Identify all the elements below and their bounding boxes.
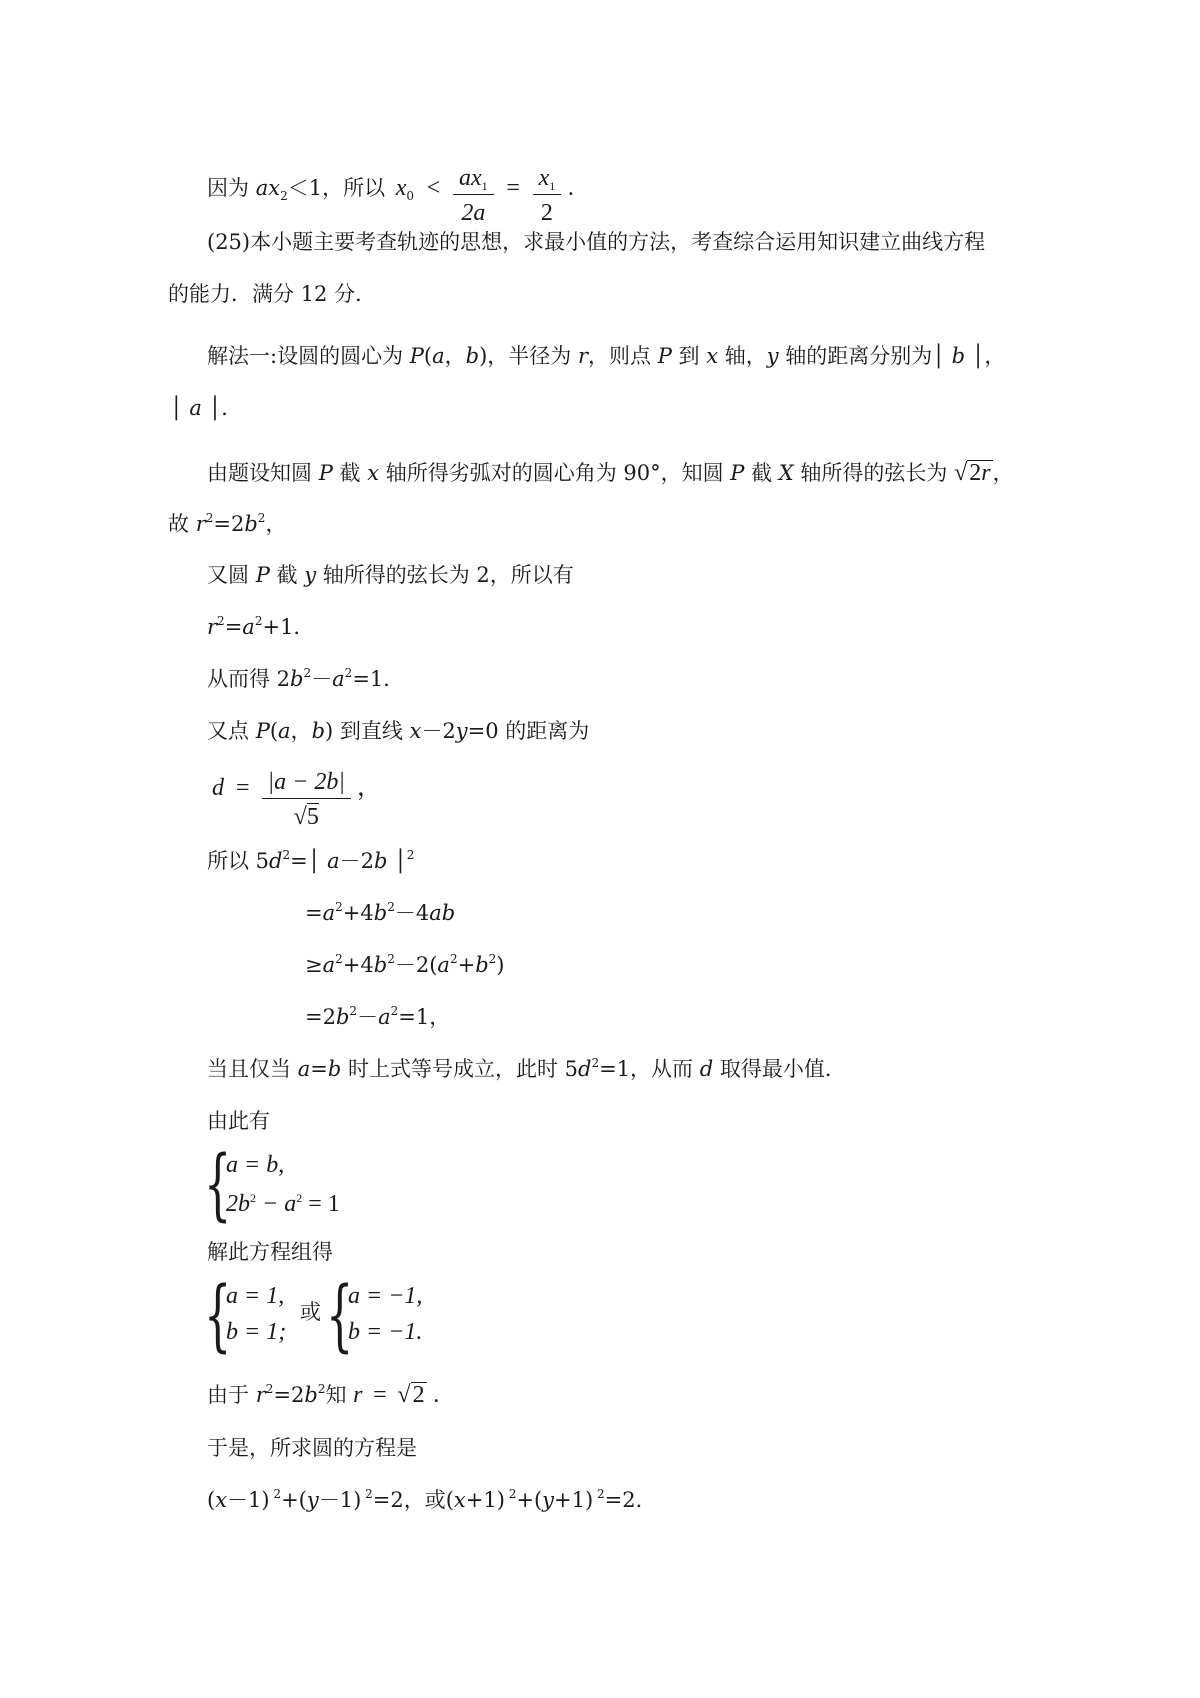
text: 由于 [207,1383,256,1407]
text: +1． [262,615,315,639]
text: + [457,953,476,977]
t10: $\ge a^2+4b^2-2(a^2+b^2)$ [305,952,505,977]
text: －2 [421,719,456,743]
sys2-row3: a = −1, [348,1283,423,1309]
r: r [353,1382,363,1408]
sys2-or: 或 [300,1300,321,1324]
text: 轴所得的弦长为 2，所以有 [316,563,574,587]
text: 到直线 [333,719,410,743]
text: 截 [269,563,305,587]
text: = [310,1057,328,1081]
t7-formula [212,766,381,830]
text: － [311,667,333,691]
lt: < [426,175,441,201]
sys1-row2: $2b^2 - a^2 = 1$ [226,1191,340,1217]
text: －4 [394,901,430,925]
den: 2a [453,194,494,225]
text: 知 [325,1383,347,1407]
text: +4 [342,953,374,977]
text: 轴， [718,344,767,368]
text: =1，从而 [599,1057,700,1081]
eq: = [506,175,520,201]
p25-line-b: 的能力．满分 12 分． [168,282,377,306]
t9: $=a^2+4b^2-4ab$ [305,900,456,925]
text: 因为 [207,176,249,200]
var: ax [255,176,281,200]
text: =1， [398,1005,451,1029]
text: －2 [339,849,374,873]
text: 解法一:设圆的圆心为 [207,344,410,368]
text: 从而得 2 [207,667,291,691]
text: = [305,901,323,925]
text: 又圆 [207,563,256,587]
text: ≥ [305,953,323,977]
text: ＜1，所以 [287,176,386,200]
sol1-line-a: 解法一:设圆的圆心为 P(a，b)，半径为 r，则点 P 到 x 轴，y 轴的距离分别为│ b │， [207,344,1006,368]
end: . [433,1382,440,1408]
text: 当且仅当 [207,1057,298,1081]
brace-2: { [204,1271,232,1361]
text: =1． [352,667,405,691]
sub: 0 [406,189,415,203]
brace-3: { [326,1271,354,1361]
den: 2 [533,194,562,225]
text: 所以 5 [207,849,270,873]
line-1 [207,160,574,226]
sys2-row2: b = 1; [226,1319,287,1345]
text: 取得最小值． [713,1057,846,1081]
text: =│ [290,849,321,873]
text: ， [992,461,1014,485]
end: ， [356,775,381,802]
brace-1: { [204,1140,232,1230]
t15: 由于 $r^2=2b^2$知 r = √2 . [207,1382,440,1408]
text: │ [170,396,183,420]
text: +4 [342,901,374,925]
t6: 又点 P(a，b) 到直线 x－2y=0 的距离为 [207,719,590,743]
sys2-row1: a = 1, [226,1283,285,1309]
text: 截 [332,461,368,485]
text: = [224,615,243,639]
text: =2 [273,1383,305,1407]
text: │， [971,344,1006,368]
num: $ax_1$ [458,165,488,193]
t4: $r^2=a^2+1$． [207,614,315,639]
text: 时上式等号成立，此时 5 [341,1057,578,1081]
fraction [453,166,494,225]
t5: 从而得 $2b^2-a^2=1$． [207,666,405,691]
text: 故 [168,512,196,536]
text: ，则点 [588,344,658,368]
text: ， [265,512,287,536]
t17: (x－1) $^2$+(y－1) $^2$=2，或(x+1) $^2$+(y+1) $^2$=2． [207,1487,657,1512]
num: $x_1$ [538,165,556,193]
eq: = [236,775,250,802]
den: √5 [262,798,351,829]
eq: = [373,1382,387,1408]
t3: 又圆 P 截 y 轴所得的弦长为 2，所以有 [207,563,574,587]
sys1-row1: a = b, [226,1152,285,1178]
text: 轴所得的弦长为 [793,461,948,485]
t13: 由此有 [207,1109,270,1133]
t1: 由题设知圆 P 截 x 轴所得劣弧对的圆心角为 90°，知圆 P 截 X 轴所得的弦长为 √2r， [207,460,1014,486]
text: 又点 [207,719,256,743]
text: 轴所得劣弧对的圆心角为 90°，知圆 [379,461,731,485]
sol1-line-b: │ a │． [170,396,243,420]
sys2-row4: b = −1. [348,1319,423,1345]
x0: x [395,175,407,201]
end: . [567,175,574,201]
t2: 故 $r^2=2b^2$， [168,511,287,536]
sub: 2 [280,189,288,203]
text: ) [496,953,505,977]
text: 到 [671,344,707,368]
text: =2 [213,512,245,536]
num: |a − 2b| [267,769,345,795]
text: －2( [394,953,438,977]
p25-line-a: (25)本小题主要考查轨迹的思想，求最小值的方法，考查综合运用知识建立曲线方程 [207,230,986,254]
sqrt-2r: √2r [954,460,991,486]
t12: 当且仅当 a=b 时上式等号成立，此时 $5d^2=1$，从而 d 取得最小值． [207,1056,846,1081]
t16: 于是，所求圆的方程是 [207,1436,417,1460]
text: 轴的距离分别为│ [778,344,945,368]
fraction-2 [533,166,562,225]
t8: 所以 $5d^2=│$ a－2b │$^2$ [207,848,415,873]
text: － [357,1005,379,1029]
text: 由题设知圆 [207,461,319,485]
fraction [262,770,351,829]
var: P [409,344,424,368]
text: 截 [744,461,779,485]
lhs: d [212,775,224,802]
sqrt-2: √2 [397,1382,425,1408]
text: ，半径为 [487,344,578,368]
text: │． [208,396,243,420]
t14: 解此方程组得 [207,1240,333,1264]
text: =2 [305,1005,336,1029]
text: =0 的距离为 [467,719,590,743]
t11: $=2b^2-a^2=1$， [305,1004,451,1029]
text: │ [394,849,407,873]
